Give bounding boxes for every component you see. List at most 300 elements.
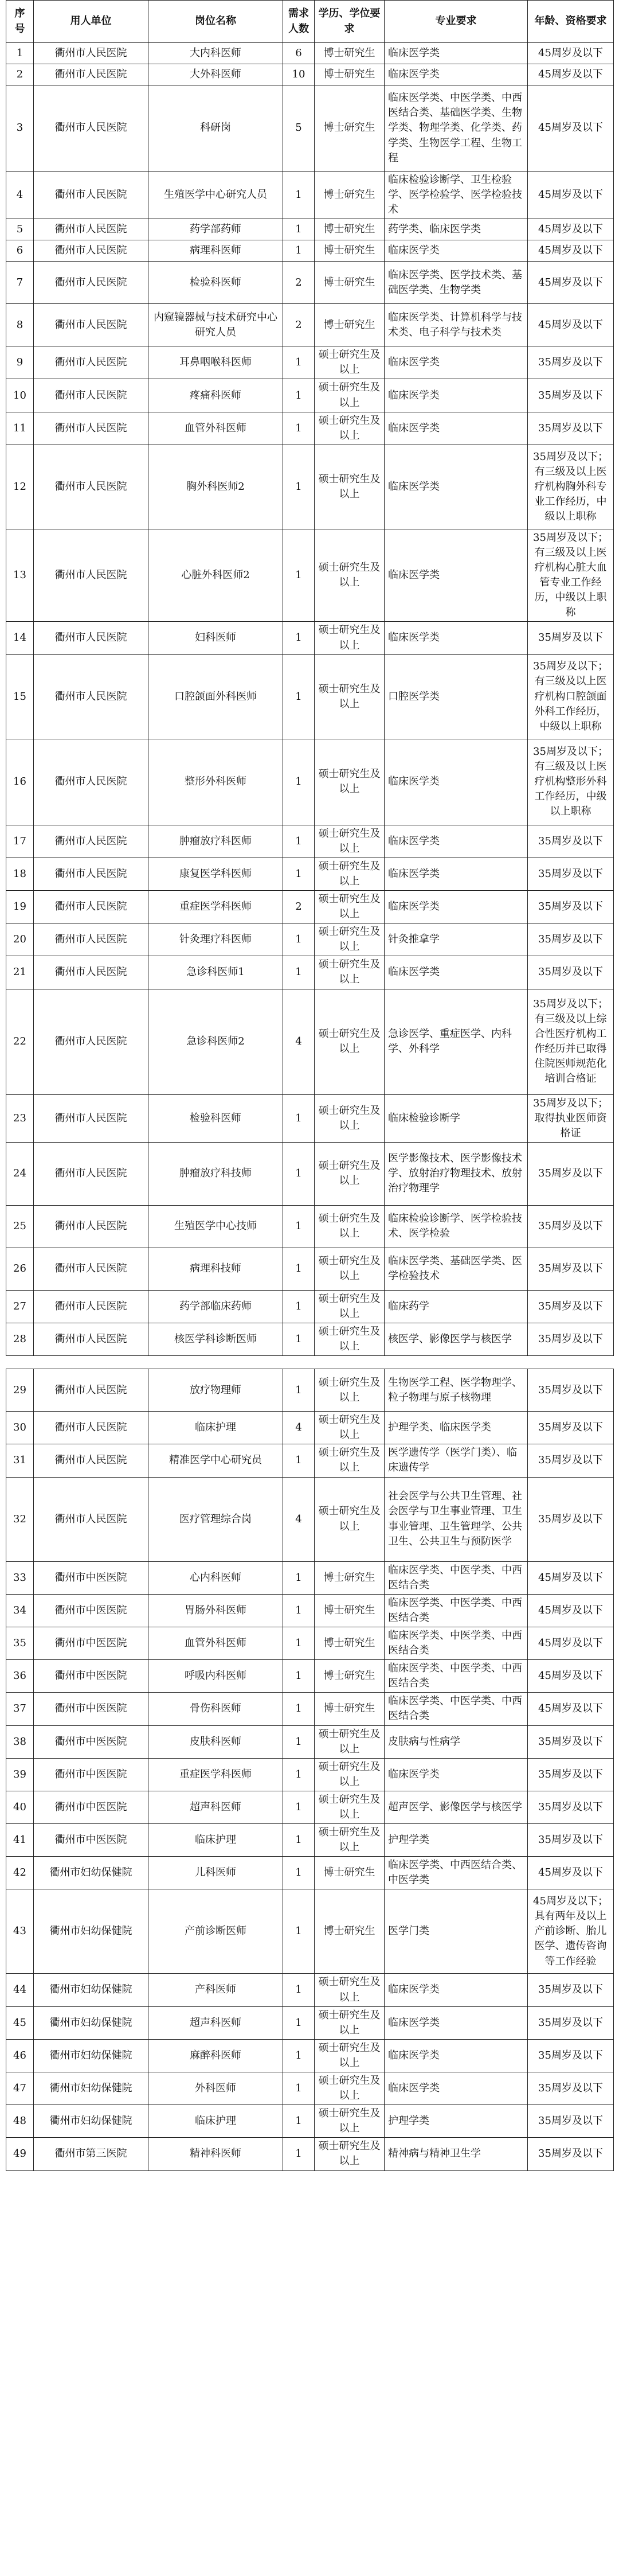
requirement-cell: 35周岁及以下 bbox=[528, 379, 614, 412]
employer-cell: 衢州市妇幼保健院 bbox=[34, 2039, 148, 2072]
table-row bbox=[6, 739, 614, 825]
employer-cell: 衢州市人民医院 bbox=[34, 956, 148, 989]
employer-cell: 衢州市人民医院 bbox=[34, 304, 148, 346]
employer-cell: 衢州市人民医院 bbox=[34, 1477, 148, 1561]
major-cell: 药学类、临床医学类 bbox=[385, 219, 528, 240]
row-number: 17 bbox=[6, 825, 34, 858]
major-cell: 临床医学类 bbox=[385, 64, 528, 85]
major-cell: 临床医学类、中医学类、中西医结合类 bbox=[385, 1561, 528, 1594]
post-name-cell: 药学部临床药师 bbox=[148, 1290, 283, 1323]
major-cell: 临床医学类、中医学类、中西医结合类 bbox=[385, 1594, 528, 1627]
employer-cell: 衢州市人民医院 bbox=[34, 379, 148, 412]
row-number: 2 bbox=[6, 64, 34, 85]
requirement-cell: 35周岁及以下；有三级及以上综合性医疗机构工作经历并已取得住院医师规范化培训合格证 bbox=[528, 989, 614, 1094]
headcount-cell: 1 bbox=[283, 2039, 315, 2072]
post-name-cell: 麻醉科医师 bbox=[148, 2039, 283, 2072]
requirement-cell: 35周岁及以下 bbox=[528, 2072, 614, 2105]
headcount-cell: 1 bbox=[283, 445, 315, 529]
row-number: 35 bbox=[6, 1627, 34, 1659]
headcount-cell: 4 bbox=[283, 1412, 315, 1444]
headcount-cell: 1 bbox=[283, 1369, 315, 1412]
post-name-cell: 产前诊断医师 bbox=[148, 1889, 283, 1974]
major-cell: 临床医学类 bbox=[385, 445, 528, 529]
major-cell: 皮肤病与性病学 bbox=[385, 1725, 528, 1758]
major-cell: 临床医学类、基础医学类、医学检验技术 bbox=[385, 1248, 528, 1290]
employer-cell: 衢州市人民医院 bbox=[34, 923, 148, 956]
education-cell: 硕士研究生及以上 bbox=[315, 2072, 385, 2105]
row-number: 44 bbox=[6, 1974, 34, 2006]
education-cell: 硕士研究生及以上 bbox=[315, 890, 385, 923]
requirement-cell: 35周岁及以下 bbox=[528, 1323, 614, 1356]
table-row bbox=[6, 445, 614, 529]
row-number: 19 bbox=[6, 890, 34, 923]
table-row bbox=[6, 2039, 614, 2072]
requirement-cell: 45周岁及以下 bbox=[528, 240, 614, 262]
table-row bbox=[6, 1094, 614, 1142]
major-cell: 临床检验诊断学、医学检验技术、医学检验 bbox=[385, 1205, 528, 1248]
requirement-cell: 35周岁及以下 bbox=[528, 1248, 614, 1290]
row-number: 7 bbox=[6, 262, 34, 304]
employer-cell: 衢州市中医医院 bbox=[34, 1660, 148, 1693]
requirement-cell: 45周岁及以下 bbox=[528, 43, 614, 64]
post-name-cell: 肿瘤放疗科医师 bbox=[148, 825, 283, 858]
headcount-cell: 1 bbox=[283, 1857, 315, 1889]
headcount-cell: 1 bbox=[283, 1758, 315, 1791]
table-row bbox=[6, 858, 614, 890]
major-cell: 临床医学类 bbox=[385, 1974, 528, 2006]
table-row bbox=[6, 1205, 614, 1248]
requirement-cell: 35周岁及以下 bbox=[528, 1205, 614, 1248]
headcount-cell: 1 bbox=[283, 1594, 315, 1627]
table-row bbox=[6, 1412, 614, 1444]
employer-cell: 衢州市人民医院 bbox=[34, 43, 148, 64]
employer-cell: 衢州市中医医院 bbox=[34, 1824, 148, 1857]
requirement-cell: 35周岁及以下 bbox=[528, 1369, 614, 1412]
table-row bbox=[6, 412, 614, 445]
table-row bbox=[6, 172, 614, 219]
row-number: 33 bbox=[6, 1561, 34, 1594]
post-name-cell: 产科医师 bbox=[148, 1974, 283, 2006]
education-cell: 硕士研究生及以上 bbox=[315, 2039, 385, 2072]
table-row bbox=[6, 1791, 614, 1823]
table-row bbox=[6, 2006, 614, 2039]
education-cell: 博士研究生 bbox=[315, 1693, 385, 1725]
education-cell: 博士研究生 bbox=[315, 1889, 385, 1974]
row-number: 18 bbox=[6, 858, 34, 890]
post-name-cell: 内窥镜器械与技术研究中心研究人员 bbox=[148, 304, 283, 346]
post-name-cell: 核医学科诊断医师 bbox=[148, 1323, 283, 1356]
education-cell: 硕士研究生及以上 bbox=[315, 1248, 385, 1290]
requirement-cell: 35周岁及以下 bbox=[528, 825, 614, 858]
education-cell: 硕士研究生及以上 bbox=[315, 346, 385, 379]
table-row bbox=[6, 956, 614, 989]
headcount-cell: 6 bbox=[283, 43, 315, 64]
employer-cell: 衢州市人民医院 bbox=[34, 219, 148, 240]
post-name-cell: 大内科医师 bbox=[148, 43, 283, 64]
employer-cell: 衢州市人民医院 bbox=[34, 989, 148, 1094]
headcount-cell: 1 bbox=[283, 379, 315, 412]
row-number: 11 bbox=[6, 412, 34, 445]
major-cell: 针灸推拿学 bbox=[385, 923, 528, 956]
education-cell: 硕士研究生及以上 bbox=[315, 1412, 385, 1444]
major-cell: 社会医学与公共卫生管理、社会医学与卫生事业管理、卫生事业管理、卫生管理学、公共卫生、公共卫生与预防医学 bbox=[385, 1477, 528, 1561]
post-name-cell: 临床护理 bbox=[148, 1412, 283, 1444]
headcount-cell: 1 bbox=[283, 2072, 315, 2105]
education-cell: 硕士研究生及以上 bbox=[315, 445, 385, 529]
employer-cell: 衢州市中医医院 bbox=[34, 1594, 148, 1627]
education-cell: 硕士研究生及以上 bbox=[315, 1974, 385, 2006]
major-cell: 临床医学类、中医学类、中西医结合类、基础医学类、生物学类、物理学类、化学类、药学类、生物医学工程、生物工程 bbox=[385, 85, 528, 172]
post-name-cell: 病理科技师 bbox=[148, 1248, 283, 1290]
major-cell: 医学影像技术、医学影像技术学、放射治疗物理技术、放射治疗物理学 bbox=[385, 1142, 528, 1205]
row-number: 30 bbox=[6, 1412, 34, 1444]
requirement-cell: 35周岁及以下 bbox=[528, 1444, 614, 1477]
table-row bbox=[6, 1725, 614, 1758]
headcount-cell: 1 bbox=[283, 1142, 315, 1205]
employer-cell: 衢州市中医医院 bbox=[34, 1758, 148, 1791]
education-cell: 硕士研究生及以上 bbox=[315, 379, 385, 412]
row-number: 42 bbox=[6, 1857, 34, 1889]
major-cell: 超声医学、影像医学与核医学 bbox=[385, 1791, 528, 1823]
table-row bbox=[6, 1758, 614, 1791]
table-row bbox=[6, 1824, 614, 1857]
major-cell: 临床医学类 bbox=[385, 240, 528, 262]
post-name-cell: 血管外科医师 bbox=[148, 1627, 283, 1659]
recruitment-table-part-1 bbox=[6, 0, 614, 1356]
headcount-cell: 2 bbox=[283, 890, 315, 923]
row-number: 1 bbox=[6, 43, 34, 64]
requirement-cell: 45周岁及以下 bbox=[528, 304, 614, 346]
employer-cell: 衢州市人民医院 bbox=[34, 1248, 148, 1290]
table-row bbox=[6, 1627, 614, 1659]
post-name-cell: 口腔颌面外科医师 bbox=[148, 654, 283, 739]
headcount-cell: 1 bbox=[283, 1444, 315, 1477]
row-number: 10 bbox=[6, 379, 34, 412]
requirement-cell: 35周岁及以下 bbox=[528, 2138, 614, 2170]
table-row bbox=[6, 346, 614, 379]
post-name-cell: 放疗物理师 bbox=[148, 1369, 283, 1412]
major-cell: 临床医学类、中医学类、中西医结合类 bbox=[385, 1660, 528, 1693]
requirement-cell: 35周岁及以下 bbox=[528, 1290, 614, 1323]
education-cell: 博士研究生 bbox=[315, 85, 385, 172]
employer-cell: 衢州市人民医院 bbox=[34, 529, 148, 622]
major-cell: 临床医学类 bbox=[385, 529, 528, 622]
table-row bbox=[6, 1323, 614, 1356]
education-cell: 博士研究生 bbox=[315, 219, 385, 240]
headcount-cell: 1 bbox=[283, 1791, 315, 1823]
headcount-cell: 1 bbox=[283, 529, 315, 622]
post-name-cell: 超声科医师 bbox=[148, 2006, 283, 2039]
post-name-cell: 妇科医师 bbox=[148, 622, 283, 654]
post-name-cell: 骨伤科医师 bbox=[148, 1693, 283, 1725]
requirement-cell: 35周岁及以下 bbox=[528, 346, 614, 379]
row-number: 39 bbox=[6, 1758, 34, 1791]
employer-cell: 衢州市人民医院 bbox=[34, 346, 148, 379]
header-major: 专业要求 bbox=[385, 1, 528, 43]
education-cell: 博士研究生 bbox=[315, 43, 385, 64]
row-number: 29 bbox=[6, 1369, 34, 1412]
post-name-cell: 生殖医学中心研究人员 bbox=[148, 172, 283, 219]
major-cell: 临床医学类 bbox=[385, 412, 528, 445]
table-row bbox=[6, 1444, 614, 1477]
headcount-cell: 1 bbox=[283, 2138, 315, 2170]
table-row bbox=[6, 64, 614, 85]
headcount-cell: 2 bbox=[283, 262, 315, 304]
headcount-cell: 1 bbox=[283, 1323, 315, 1356]
employer-cell: 衢州市人民医院 bbox=[34, 412, 148, 445]
row-number: 4 bbox=[6, 172, 34, 219]
employer-cell: 衢州市人民医院 bbox=[34, 890, 148, 923]
row-number: 41 bbox=[6, 1824, 34, 1857]
major-cell: 临床医学类、医学技术类、基础医学类、生物学类 bbox=[385, 262, 528, 304]
headcount-cell: 1 bbox=[283, 219, 315, 240]
requirement-cell: 45周岁及以下 bbox=[528, 85, 614, 172]
headcount-cell: 1 bbox=[283, 1725, 315, 1758]
row-number: 23 bbox=[6, 1094, 34, 1142]
row-number: 12 bbox=[6, 445, 34, 529]
education-cell: 博士研究生 bbox=[315, 172, 385, 219]
header-education: 学历、学位要求 bbox=[315, 1, 385, 43]
post-name-cell: 检验科医师 bbox=[148, 262, 283, 304]
employer-cell: 衢州市妇幼保健院 bbox=[34, 1857, 148, 1889]
row-number: 14 bbox=[6, 622, 34, 654]
requirement-cell: 35周岁及以下；取得执业医师资格证 bbox=[528, 1094, 614, 1142]
major-cell: 临床检验诊断学、卫生检验学、医学检验学、医学检验技术 bbox=[385, 172, 528, 219]
major-cell: 临床医学类 bbox=[385, 1758, 528, 1791]
education-cell: 硕士研究生及以上 bbox=[315, 1791, 385, 1823]
education-cell: 博士研究生 bbox=[315, 64, 385, 85]
headcount-cell: 1 bbox=[283, 622, 315, 654]
major-cell: 临床医学类 bbox=[385, 379, 528, 412]
headcount-cell: 10 bbox=[283, 64, 315, 85]
headcount-cell: 2 bbox=[283, 304, 315, 346]
post-name-cell: 耳鼻咽喉科医师 bbox=[148, 346, 283, 379]
row-number: 27 bbox=[6, 1290, 34, 1323]
table-row bbox=[6, 1693, 614, 1725]
education-cell: 硕士研究生及以上 bbox=[315, 1725, 385, 1758]
major-cell: 急诊医学、重症医学、内科学、外科学 bbox=[385, 989, 528, 1094]
table-row bbox=[6, 85, 614, 172]
education-cell: 硕士研究生及以上 bbox=[315, 825, 385, 858]
education-cell: 硕士研究生及以上 bbox=[315, 2006, 385, 2039]
table-header-row bbox=[6, 1, 614, 43]
requirement-cell: 45周岁及以下 bbox=[528, 1693, 614, 1725]
major-cell: 医学门类 bbox=[385, 1889, 528, 1974]
headcount-cell: 1 bbox=[283, 1205, 315, 1248]
post-name-cell: 皮肤科医师 bbox=[148, 1725, 283, 1758]
post-name-cell: 胸外科医师2 bbox=[148, 445, 283, 529]
headcount-cell: 4 bbox=[283, 989, 315, 1094]
table-row bbox=[6, 1857, 614, 1889]
row-number: 13 bbox=[6, 529, 34, 622]
headcount-cell: 1 bbox=[283, 739, 315, 825]
headcount-cell: 1 bbox=[283, 1974, 315, 2006]
row-number: 47 bbox=[6, 2072, 34, 2105]
post-name-cell: 重症医学科医师 bbox=[148, 1758, 283, 1791]
employer-cell: 衢州市人民医院 bbox=[34, 1323, 148, 1356]
requirement-cell: 45周岁及以下 bbox=[528, 1627, 614, 1659]
major-cell: 医学遗传学（医学门类）、临床遗传学 bbox=[385, 1444, 528, 1477]
post-name-cell: 整形外科医师 bbox=[148, 739, 283, 825]
education-cell: 博士研究生 bbox=[315, 1660, 385, 1693]
requirement-cell: 45周岁及以下 bbox=[528, 1594, 614, 1627]
headcount-cell: 1 bbox=[283, 412, 315, 445]
major-cell: 临床医学类 bbox=[385, 2006, 528, 2039]
major-cell: 临床医学类 bbox=[385, 43, 528, 64]
requirement-cell: 35周岁及以下 bbox=[528, 956, 614, 989]
major-cell: 临床医学类、中医学类、中西医结合类 bbox=[385, 1693, 528, 1725]
post-name-cell: 呼吸内科医师 bbox=[148, 1660, 283, 1693]
requirement-cell: 45周岁及以下 bbox=[528, 1857, 614, 1889]
table-row bbox=[6, 1594, 614, 1627]
requirement-cell: 45周岁及以下 bbox=[528, 262, 614, 304]
page-gap bbox=[6, 1356, 613, 1369]
employer-cell: 衢州市妇幼保健院 bbox=[34, 2105, 148, 2138]
headcount-cell: 1 bbox=[283, 654, 315, 739]
post-name-cell: 科研岗 bbox=[148, 85, 283, 172]
headcount-cell: 1 bbox=[283, 1561, 315, 1594]
major-cell: 临床医学类 bbox=[385, 622, 528, 654]
post-name-cell: 康复医学科医师 bbox=[148, 858, 283, 890]
row-number: 45 bbox=[6, 2006, 34, 2039]
post-name-cell: 医疗管理综合岗 bbox=[148, 1477, 283, 1561]
table-row bbox=[6, 989, 614, 1094]
requirement-cell: 45周岁及以下；具有两年及以上产前诊断、胎儿医学、遗传咨询等工作经验 bbox=[528, 1889, 614, 1974]
table-row bbox=[6, 1477, 614, 1561]
post-name-cell: 急诊科医师2 bbox=[148, 989, 283, 1094]
employer-cell: 衢州市人民医院 bbox=[34, 825, 148, 858]
employer-cell: 衢州市人民医院 bbox=[34, 858, 148, 890]
row-number: 24 bbox=[6, 1142, 34, 1205]
requirement-cell: 35周岁及以下 bbox=[528, 858, 614, 890]
table-row bbox=[6, 890, 614, 923]
requirement-cell: 35周岁及以下 bbox=[528, 1477, 614, 1561]
headcount-cell: 1 bbox=[283, 858, 315, 890]
major-cell: 临床医学类、中西医结合类、中医学类 bbox=[385, 1857, 528, 1889]
major-cell: 临床医学类 bbox=[385, 2072, 528, 2105]
table-row bbox=[6, 1974, 614, 2006]
education-cell: 硕士研究生及以上 bbox=[315, 1323, 385, 1356]
requirement-cell: 45周岁及以下 bbox=[528, 64, 614, 85]
post-name-cell: 外科医师 bbox=[148, 2072, 283, 2105]
headcount-cell: 1 bbox=[283, 1094, 315, 1142]
table-row bbox=[6, 1248, 614, 1290]
employer-cell: 衢州市中医医院 bbox=[34, 1561, 148, 1594]
requirement-cell: 35周岁及以下 bbox=[528, 1758, 614, 1791]
employer-cell: 衢州市人民医院 bbox=[34, 1369, 148, 1412]
post-name-cell: 临床护理 bbox=[148, 2105, 283, 2138]
row-number: 8 bbox=[6, 304, 34, 346]
requirement-cell: 35周岁及以下 bbox=[528, 1725, 614, 1758]
headcount-cell: 1 bbox=[283, 1889, 315, 1974]
row-number: 25 bbox=[6, 1205, 34, 1248]
table-row bbox=[6, 2138, 614, 2170]
table-row bbox=[6, 304, 614, 346]
table-row bbox=[6, 2072, 614, 2105]
education-cell: 硕士研究生及以上 bbox=[315, 1477, 385, 1561]
row-number: 43 bbox=[6, 1889, 34, 1974]
education-cell: 硕士研究生及以上 bbox=[315, 412, 385, 445]
requirement-cell: 35周岁及以下；有三级及以上医疗机构心脏大血管专业工作经历，中级以上职称 bbox=[528, 529, 614, 622]
row-number: 32 bbox=[6, 1477, 34, 1561]
education-cell: 硕士研究生及以上 bbox=[315, 739, 385, 825]
table-row bbox=[6, 529, 614, 622]
education-cell: 博士研究生 bbox=[315, 240, 385, 262]
post-name-cell: 疼痛科医师 bbox=[148, 379, 283, 412]
row-number: 38 bbox=[6, 1725, 34, 1758]
education-cell: 硕士研究生及以上 bbox=[315, 956, 385, 989]
post-name-cell: 肿瘤放疗科技师 bbox=[148, 1142, 283, 1205]
post-name-cell: 血管外科医师 bbox=[148, 412, 283, 445]
table-row bbox=[6, 1142, 614, 1205]
requirement-cell: 35周岁及以下 bbox=[528, 412, 614, 445]
employer-cell: 衢州市人民医院 bbox=[34, 739, 148, 825]
post-name-cell: 生殖医学中心技师 bbox=[148, 1205, 283, 1248]
major-cell: 核医学、影像医学与核医学 bbox=[385, 1323, 528, 1356]
table-row bbox=[6, 240, 614, 262]
row-number: 40 bbox=[6, 1791, 34, 1823]
major-cell: 精神病与精神卫生学 bbox=[385, 2138, 528, 2170]
post-name-cell: 大外科医师 bbox=[148, 64, 283, 85]
row-number: 21 bbox=[6, 956, 34, 989]
education-cell: 硕士研究生及以上 bbox=[315, 1758, 385, 1791]
employer-cell: 衢州市第三医院 bbox=[34, 2138, 148, 2170]
table-row bbox=[6, 219, 614, 240]
table-row bbox=[6, 379, 614, 412]
education-cell: 硕士研究生及以上 bbox=[315, 989, 385, 1094]
post-name-cell: 病理科医师 bbox=[148, 240, 283, 262]
table-row bbox=[6, 1889, 614, 1974]
requirement-cell: 35周岁及以下 bbox=[528, 923, 614, 956]
requirement-cell: 35周岁及以下 bbox=[528, 890, 614, 923]
table-row bbox=[6, 262, 614, 304]
headcount-cell: 1 bbox=[283, 346, 315, 379]
row-number: 20 bbox=[6, 923, 34, 956]
headcount-cell: 1 bbox=[283, 923, 315, 956]
headcount-cell: 1 bbox=[283, 240, 315, 262]
row-number: 46 bbox=[6, 2039, 34, 2072]
employer-cell: 衢州市人民医院 bbox=[34, 1444, 148, 1477]
table-row bbox=[6, 825, 614, 858]
headcount-cell: 1 bbox=[283, 1248, 315, 1290]
employer-cell: 衢州市人民医院 bbox=[34, 1142, 148, 1205]
education-cell: 博士研究生 bbox=[315, 1627, 385, 1659]
education-cell: 硕士研究生及以上 bbox=[315, 1094, 385, 1142]
employer-cell: 衢州市人民医院 bbox=[34, 445, 148, 529]
education-cell: 硕士研究生及以上 bbox=[315, 529, 385, 622]
row-number: 28 bbox=[6, 1323, 34, 1356]
header-requirement: 年龄、资格要求 bbox=[528, 1, 614, 43]
post-name-cell: 检验科医师 bbox=[148, 1094, 283, 1142]
requirement-cell: 35周岁及以下 bbox=[528, 2006, 614, 2039]
education-cell: 硕士研究生及以上 bbox=[315, 654, 385, 739]
row-number: 15 bbox=[6, 654, 34, 739]
post-name-cell: 心内科医师 bbox=[148, 1561, 283, 1594]
employer-cell: 衢州市中医医院 bbox=[34, 1791, 148, 1823]
headcount-cell: 1 bbox=[283, 1693, 315, 1725]
row-number: 48 bbox=[6, 2105, 34, 2138]
table-row bbox=[6, 654, 614, 739]
employer-cell: 衢州市妇幼保健院 bbox=[34, 2072, 148, 2105]
post-name-cell: 胃肠外科医师 bbox=[148, 1594, 283, 1627]
education-cell: 博士研究生 bbox=[315, 1561, 385, 1594]
employer-cell: 衢州市人民医院 bbox=[34, 1412, 148, 1444]
major-cell: 临床医学类 bbox=[385, 2039, 528, 2072]
education-cell: 博士研究生 bbox=[315, 1857, 385, 1889]
table-row bbox=[6, 1369, 614, 1412]
education-cell: 硕士研究生及以上 bbox=[315, 2138, 385, 2170]
requirement-cell: 35周岁及以下 bbox=[528, 622, 614, 654]
